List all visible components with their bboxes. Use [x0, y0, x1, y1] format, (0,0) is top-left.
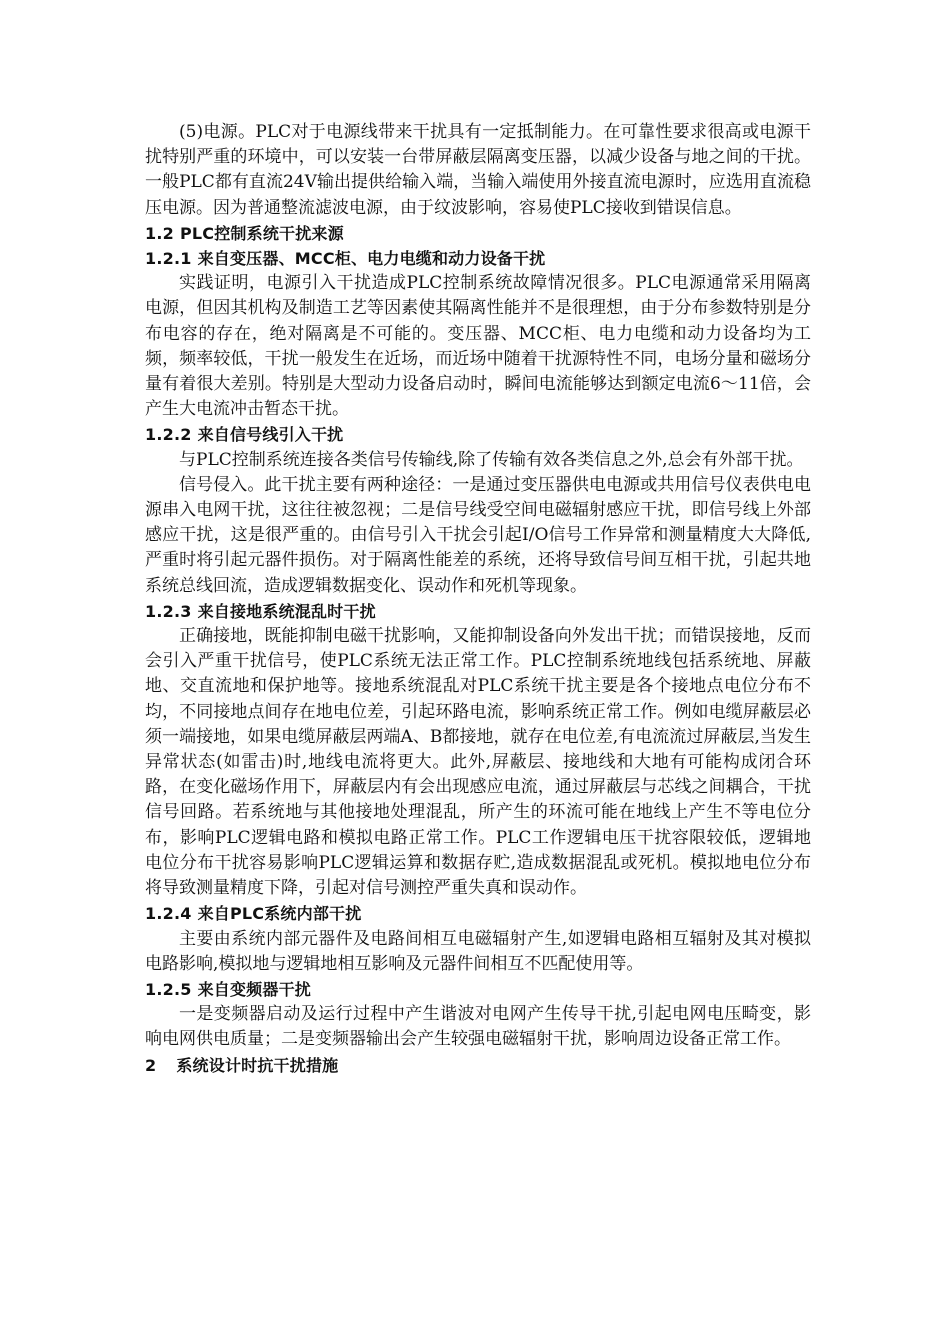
section-heading-1-2-2	[145, 422, 811, 447]
section-heading-1-2-5	[145, 977, 811, 1002]
section-heading-1-2-1	[145, 246, 811, 271]
section-number: 1.2.5	[145, 979, 192, 999]
section-number: 1.2.4	[145, 904, 192, 924]
section-title: 系统设计时抗干扰措施	[176, 1055, 339, 1075]
paragraph-signal-intrusion: 信号侵入。此干扰主要有两种途径：一是通过变压器供电电源或共用信号仪表供电电源串入电网干扰，这往往被忽视；二是信号线受空间电磁辐射感应干扰，即信号线上外部感应干扰，这是很严重的。由信号引入干扰会引起I/O信号工作异常和测量精度大大降低,严重时将引起元器件损伤。对于隔离性能差的系统，还将导致信号间互相干扰，引起共地系统总线回流，造成逻辑数据变化、误动作和死机等现象。	[145, 474, 811, 596]
document-page	[145, 120, 811, 1078]
paragraph-internal-interference: 主要由系统内部元器件及电路间相互电磁辐射产生,如逻辑电路相互辐射及其对模拟电路影响,模拟地与逻辑地相互影响及元器件间相互不匹配使用等。	[145, 928, 811, 974]
section-heading-1-2	[145, 221, 811, 246]
section-number: 1.2.1	[145, 249, 192, 269]
section-number: 1.2.2	[145, 425, 192, 445]
paragraph-signal-line-intro: 与PLC控制系统连接各类信号传输线,除了传输有效各类信息之外,总会有外部干扰。	[179, 449, 804, 470]
paragraph-transformer-interference: 实践证明，电源引入干扰造成PLC控制系统故障情况很多。PLC电源通常采用隔离电源，但因其机构及制造工艺等因素使其隔离性能并不是很理想，由于分布参数特别是分布电容的存在，绝对隔离是不可能的。变压器、MCC柜、电力电缆和动力设备均为工频，频率较低，干扰一般发生在近场，而近场中随着干扰源特性不同，电场分量和磁场分量有着很大差别。特别是大型动力设备启动时，瞬间电流能够达到额定电流6～11倍，会产生大电流冲击暂态干扰。	[145, 273, 811, 420]
section-heading-1-2-3	[145, 599, 811, 624]
section-title: 来自信号线引入干扰	[197, 425, 344, 445]
section-number: 2	[145, 1055, 157, 1075]
section-heading-1-2-4	[145, 901, 811, 926]
paragraph-power-supply: (5)电源。PLC对于电源线带来干扰具有一定抵制能力。在可靠性要求很高或电源干扰特别严重的环境中，可以安装一台带屏蔽层隔离变压器，以减少设备与地之间的干扰。一般PLC都有直流24V输出提供给输入端，当输入端使用外接直流电源时，应选用直流稳压电源。因为普通整流滤波电源，由于纹波影响，容易使PLC接收到错误信息。	[145, 122, 811, 218]
section-number: 1.2.3	[145, 601, 192, 621]
paragraph-inverter-interference: 一是变频器启动及运行过程中产生谐波对电网产生传导干扰,引起电网电压畸变，影响电网供电质量；二是变频器输出会产生较强电磁辐射干扰，影响周边设备正常工作。	[145, 1004, 811, 1050]
section-title: 来自变压器、MCC柜、电力电缆和动力设备干扰	[197, 249, 546, 269]
section-title: PLC控制系统干扰来源	[179, 223, 344, 243]
section-heading-2	[145, 1053, 811, 1078]
section-title: 来自变频器干扰	[197, 979, 311, 999]
section-title: 来自PLC系统内部干扰	[197, 904, 362, 924]
paragraph-grounding-interference: 正确接地，既能抑制电磁干扰影响，又能抑制设备向外发出干扰；而错误接地，反而会引入严重干扰信号，使PLC系统无法正常工作。PLC控制系统地线包括系统地、屏蔽地、交直流地和保护地等。接地系统混乱对PLC系统干扰主要是各个接地点电位分布不均，不同接地点间存在地电位差，引起环路电流，影响系统正常工作。例如电缆屏蔽层必须一端接地，如果电缆屏蔽层两端A、B都接地，就存在电位差,有电流流过屏蔽层,当发生异常状态(如雷击)时,地线电流将更大。此外,屏蔽层、接地线和大地有可能构成闭合环路，在变化磁场作用下，屏蔽层内有会出现感应电流，通过屏蔽层与芯线之间耦合，干扰信号回路。若系统地与其他接地处理混乱，所产生的环流可能在地线上产生不等电位分布，影响PLC逻辑电路和模拟电路正常工作。PLC工作逻辑电压干扰容限较低，逻辑地电位分布干扰容易影响PLC逻辑运算和数据存贮,造成数据混乱或死机。模拟地电位分布将导致测量精度下降，引起对信号测控严重失真和误动作。	[145, 626, 811, 899]
section-number: 1.2	[145, 223, 174, 243]
section-title: 来自接地系统混乱时干扰	[197, 601, 376, 621]
